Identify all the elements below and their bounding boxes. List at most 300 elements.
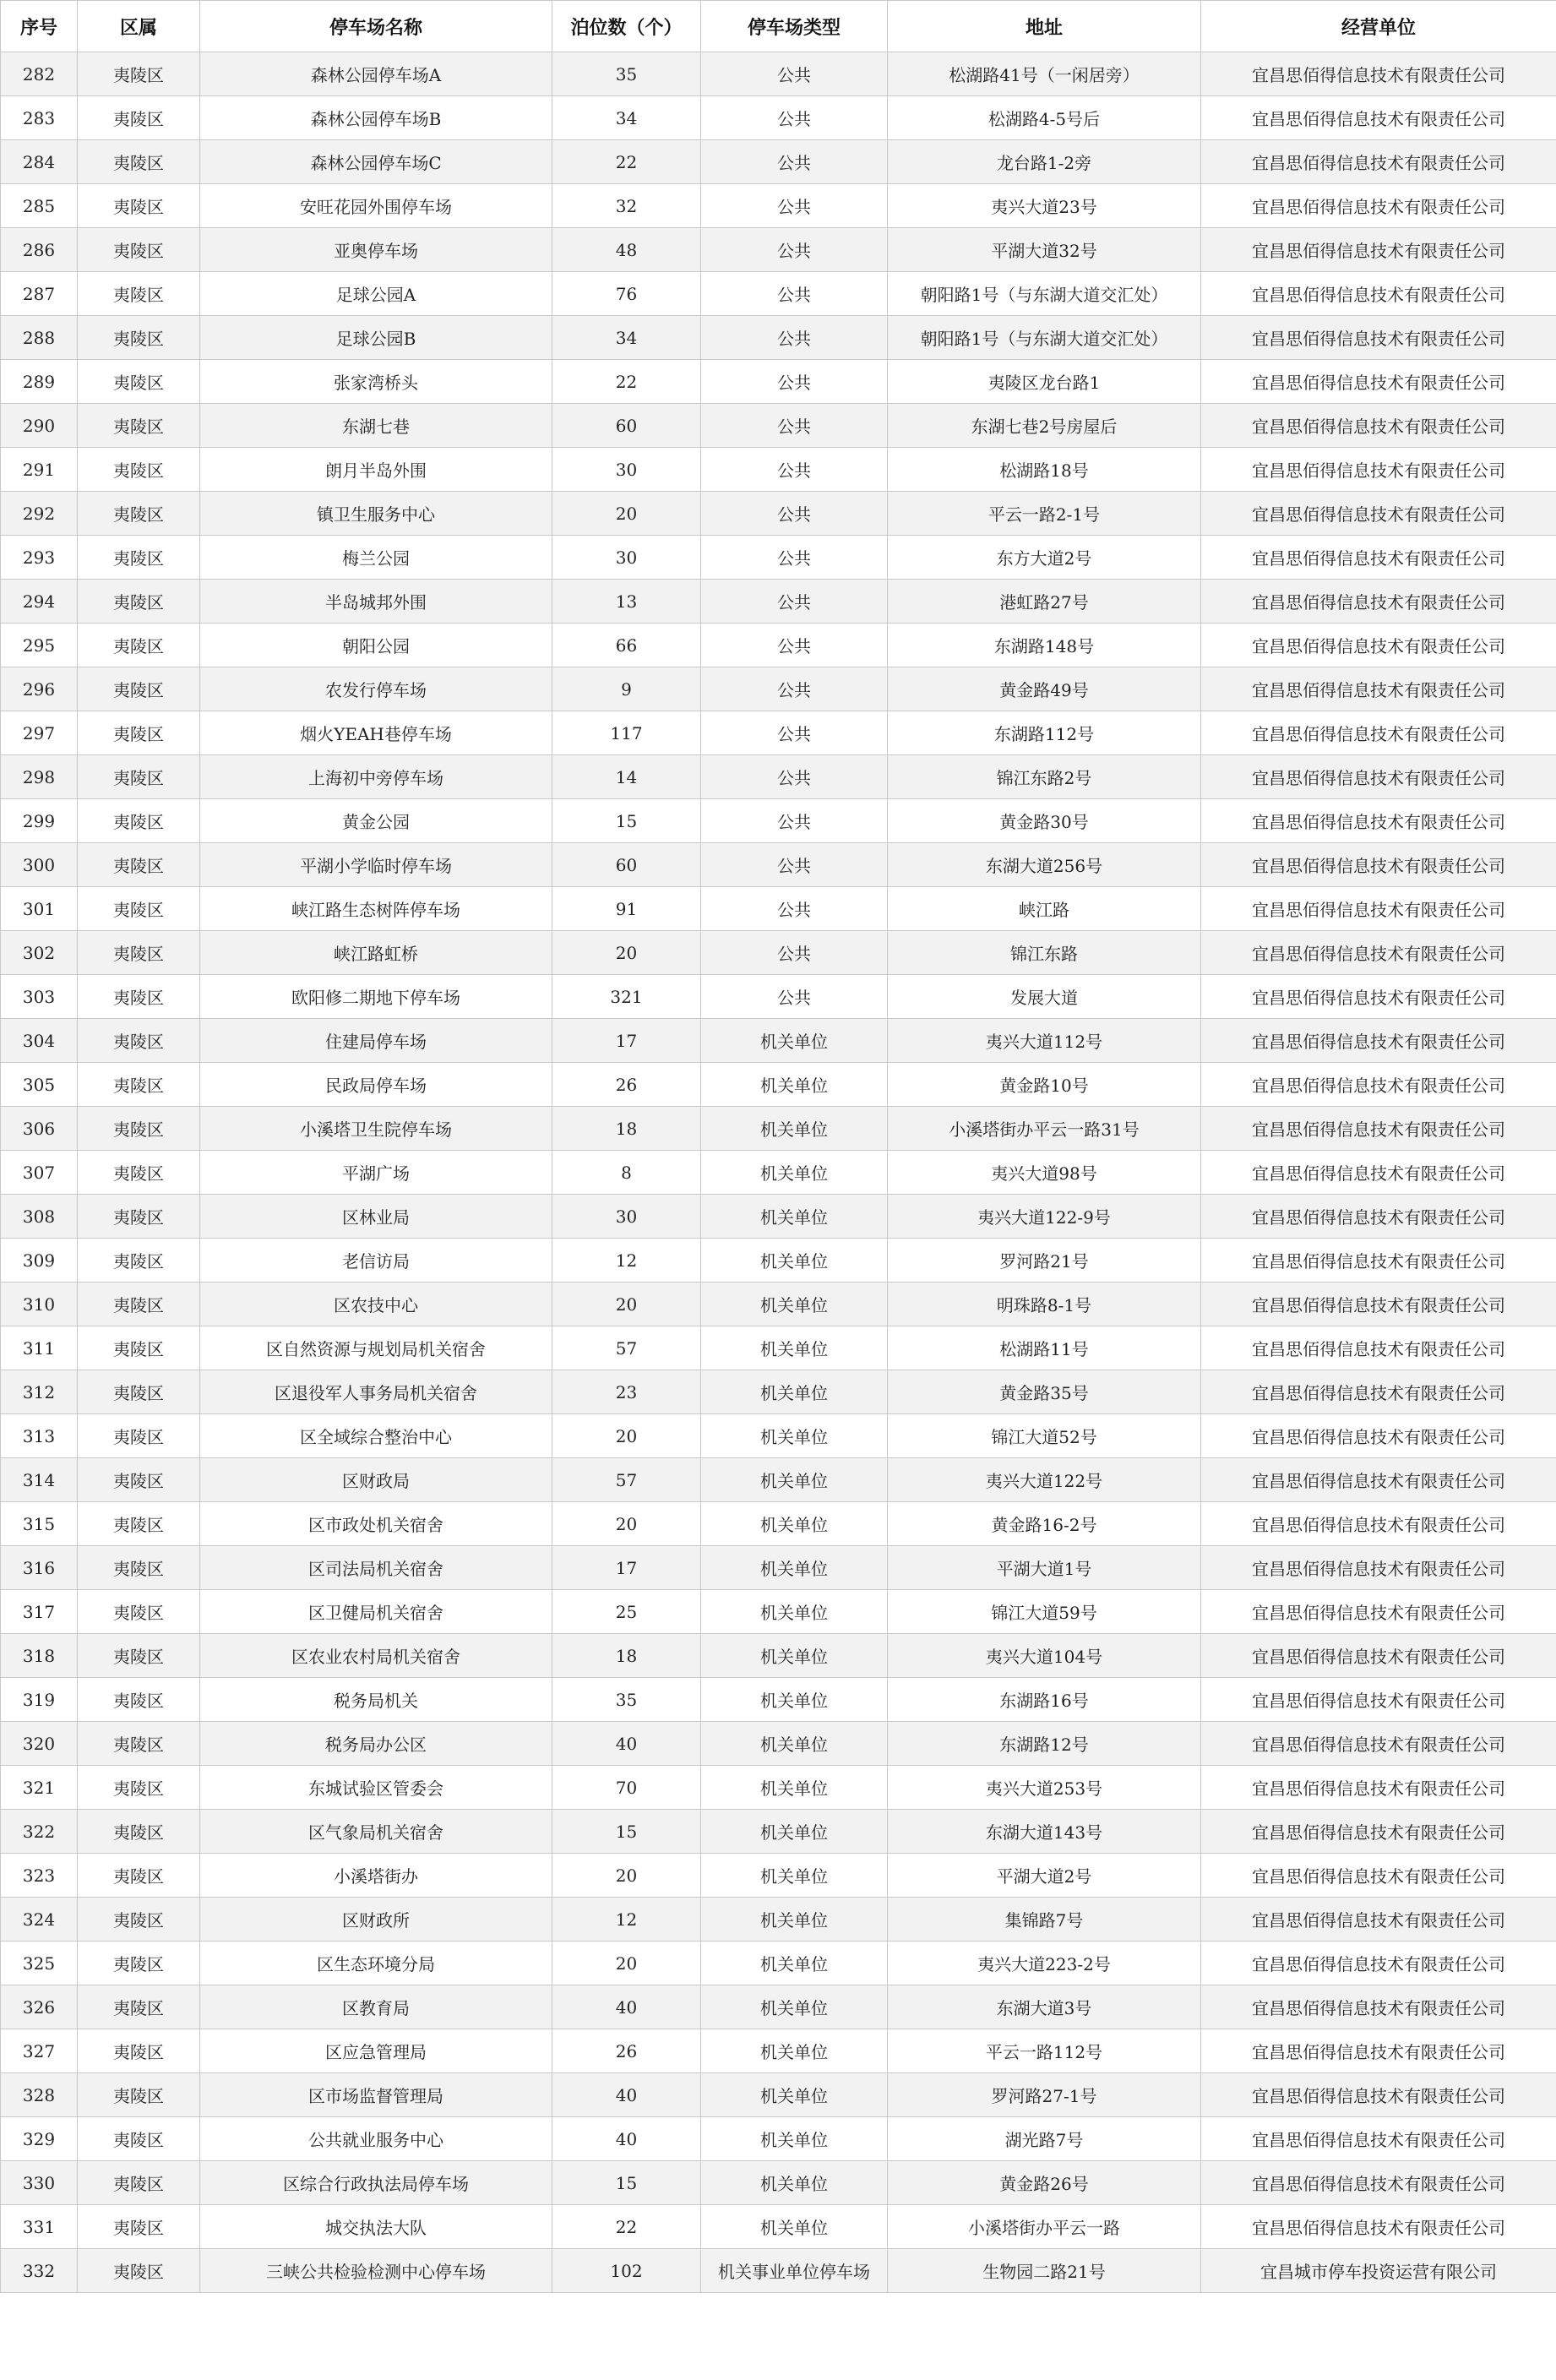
cell-address: 夷兴大道253号 [888, 1766, 1201, 1810]
cell-seq: 306 [1, 1107, 78, 1151]
cell-address: 东湖大道143号 [888, 1810, 1201, 1854]
cell-address: 东湖七巷2号房屋后 [888, 404, 1201, 448]
cell-address: 夷兴大道23号 [888, 184, 1201, 228]
cell-operator: 宜昌思佰得信息技术有限责任公司 [1201, 1239, 1556, 1283]
cell-seq: 292 [1, 492, 78, 536]
cell-spot-count: 26 [552, 2029, 701, 2073]
cell-lot-name: 区司法局机关宿舍 [200, 1546, 552, 1590]
cell-lot-name: 小溪塔卫生院停车场 [200, 1107, 552, 1151]
cell-lot-name: 农发行停车场 [200, 667, 552, 711]
header-spot-count: 泊位数（个） [552, 1, 701, 52]
cell-operator: 宜昌思佰得信息技术有限责任公司 [1201, 2029, 1556, 2073]
cell-district: 夷陵区 [78, 843, 200, 887]
cell-seq: 284 [1, 140, 78, 184]
cell-lot-type: 机关单位 [701, 1854, 888, 1898]
cell-operator: 宜昌思佰得信息技术有限责任公司 [1201, 1502, 1556, 1546]
cell-lot-type: 机关单位 [701, 1151, 888, 1195]
cell-spot-count: 32 [552, 184, 701, 228]
cell-lot-type: 公共 [701, 404, 888, 448]
cell-spot-count: 26 [552, 1063, 701, 1107]
cell-district: 夷陵区 [78, 2249, 200, 2293]
cell-lot-name: 区市场监督管理局 [200, 2073, 552, 2117]
cell-address: 黄金路10号 [888, 1063, 1201, 1107]
cell-spot-count: 60 [552, 404, 701, 448]
cell-lot-type: 机关单位 [701, 1942, 888, 1985]
cell-lot-name: 区林业局 [200, 1195, 552, 1239]
cell-lot-name: 平湖广场 [200, 1151, 552, 1195]
cell-spot-count: 48 [552, 228, 701, 272]
cell-lot-type: 公共 [701, 96, 888, 140]
cell-spot-count: 15 [552, 1810, 701, 1854]
cell-spot-count: 91 [552, 887, 701, 931]
header-address: 地址 [888, 1, 1201, 52]
cell-seq: 309 [1, 1239, 78, 1283]
cell-seq: 305 [1, 1063, 78, 1107]
cell-spot-count: 20 [552, 1942, 701, 1985]
cell-lot-name: 城交执法大队 [200, 2205, 552, 2249]
cell-address: 松湖路41号（一闲居旁） [888, 52, 1201, 96]
cell-district: 夷陵区 [78, 2161, 200, 2205]
cell-lot-type: 机关单位 [701, 1326, 888, 1370]
cell-lot-name: 足球公园A [200, 272, 552, 316]
cell-spot-count: 66 [552, 624, 701, 667]
cell-address: 东湖路12号 [888, 1722, 1201, 1766]
cell-operator: 宜昌思佰得信息技术有限责任公司 [1201, 1326, 1556, 1370]
cell-lot-type: 公共 [701, 843, 888, 887]
table-row [1, 2161, 1556, 2205]
table-row [1, 1502, 1556, 1546]
cell-address: 黄金路30号 [888, 799, 1201, 843]
cell-seq: 314 [1, 1458, 78, 1502]
cell-operator: 宜昌思佰得信息技术有限责任公司 [1201, 228, 1556, 272]
table-row [1, 887, 1556, 931]
cell-operator: 宜昌思佰得信息技术有限责任公司 [1201, 404, 1556, 448]
cell-spot-count: 22 [552, 140, 701, 184]
cell-lot-name: 森林公园停车场A [200, 52, 552, 96]
table-row [1, 2249, 1556, 2293]
cell-spot-count: 9 [552, 667, 701, 711]
cell-operator: 宜昌思佰得信息技术有限责任公司 [1201, 2205, 1556, 2249]
cell-district: 夷陵区 [78, 1634, 200, 1678]
cell-operator: 宜昌思佰得信息技术有限责任公司 [1201, 755, 1556, 799]
cell-lot-type: 机关事业单位停车场 [701, 2249, 888, 2293]
cell-seq: 312 [1, 1370, 78, 1414]
cell-seq: 318 [1, 1634, 78, 1678]
cell-district: 夷陵区 [78, 2205, 200, 2249]
cell-lot-type: 机关单位 [701, 2073, 888, 2117]
cell-spot-count: 22 [552, 360, 701, 404]
cell-district: 夷陵区 [78, 799, 200, 843]
cell-lot-name: 区市政处机关宿舍 [200, 1502, 552, 1546]
cell-district: 夷陵区 [78, 1239, 200, 1283]
cell-spot-count: 35 [552, 1678, 701, 1722]
cell-lot-type: 机关单位 [701, 1283, 888, 1326]
cell-operator: 宜昌城市停车投资运营有限公司 [1201, 2249, 1556, 2293]
cell-address: 夷兴大道122号 [888, 1458, 1201, 1502]
table-row [1, 931, 1556, 975]
cell-district: 夷陵区 [78, 1942, 200, 1985]
cell-district: 夷陵区 [78, 272, 200, 316]
table-row [1, 1810, 1556, 1854]
cell-district: 夷陵区 [78, 536, 200, 580]
cell-seq: 286 [1, 228, 78, 272]
cell-address: 明珠路8-1号 [888, 1283, 1201, 1326]
cell-district: 夷陵区 [78, 1854, 200, 1898]
table-row [1, 2205, 1556, 2249]
cell-lot-name: 森林公园停车场B [200, 96, 552, 140]
cell-operator: 宜昌思佰得信息技术有限责任公司 [1201, 1942, 1556, 1985]
cell-address: 小溪塔街办平云一路 [888, 2205, 1201, 2249]
cell-address: 峡江路 [888, 887, 1201, 931]
cell-lot-type: 机关单位 [701, 1810, 888, 1854]
cell-lot-name: 老信访局 [200, 1239, 552, 1283]
cell-operator: 宜昌思佰得信息技术有限责任公司 [1201, 448, 1556, 492]
cell-district: 夷陵区 [78, 52, 200, 96]
cell-lot-type: 机关单位 [701, 1722, 888, 1766]
cell-spot-count: 102 [552, 2249, 701, 2293]
table-row [1, 624, 1556, 667]
cell-district: 夷陵区 [78, 448, 200, 492]
table-row [1, 1590, 1556, 1634]
table-row [1, 492, 1556, 536]
cell-lot-name: 东湖七巷 [200, 404, 552, 448]
cell-lot-type: 机关单位 [701, 1195, 888, 1239]
cell-lot-type: 公共 [701, 580, 888, 624]
cell-operator: 宜昌思佰得信息技术有限责任公司 [1201, 1370, 1556, 1414]
cell-operator: 宜昌思佰得信息技术有限责任公司 [1201, 360, 1556, 404]
cell-district: 夷陵区 [78, 1063, 200, 1107]
cell-operator: 宜昌思佰得信息技术有限责任公司 [1201, 1063, 1556, 1107]
cell-address: 松湖路4-5号后 [888, 96, 1201, 140]
cell-lot-name: 税务局办公区 [200, 1722, 552, 1766]
cell-lot-type: 机关单位 [701, 1678, 888, 1722]
cell-district: 夷陵区 [78, 1985, 200, 2029]
cell-operator: 宜昌思佰得信息技术有限责任公司 [1201, 1634, 1556, 1678]
cell-spot-count: 34 [552, 316, 701, 360]
table-row [1, 1019, 1556, 1063]
cell-seq: 330 [1, 2161, 78, 2205]
cell-lot-name: 峡江路虹桥 [200, 931, 552, 975]
cell-district: 夷陵区 [78, 580, 200, 624]
cell-spot-count: 76 [552, 272, 701, 316]
cell-operator: 宜昌思佰得信息技术有限责任公司 [1201, 184, 1556, 228]
table-row [1, 1326, 1556, 1370]
cell-address: 东方大道2号 [888, 536, 1201, 580]
cell-seq: 294 [1, 580, 78, 624]
cell-lot-name: 亚奥停车场 [200, 228, 552, 272]
cell-district: 夷陵区 [78, 2029, 200, 2073]
cell-district: 夷陵区 [78, 2117, 200, 2161]
cell-district: 夷陵区 [78, 404, 200, 448]
cell-seq: 288 [1, 316, 78, 360]
cell-district: 夷陵区 [78, 887, 200, 931]
cell-operator: 宜昌思佰得信息技术有限责任公司 [1201, 140, 1556, 184]
cell-lot-type: 公共 [701, 448, 888, 492]
cell-address: 湖光路7号 [888, 2117, 1201, 2161]
cell-district: 夷陵区 [78, 96, 200, 140]
cell-seq: 315 [1, 1502, 78, 1546]
table-row [1, 1854, 1556, 1898]
cell-address: 黄金路26号 [888, 2161, 1201, 2205]
cell-lot-name: 峡江路生态树阵停车场 [200, 887, 552, 931]
cell-lot-name: 区财政所 [200, 1898, 552, 1942]
cell-spot-count: 15 [552, 2161, 701, 2205]
cell-lot-type: 公共 [701, 667, 888, 711]
cell-seq: 326 [1, 1985, 78, 2029]
cell-district: 夷陵区 [78, 360, 200, 404]
cell-operator: 宜昌思佰得信息技术有限责任公司 [1201, 1810, 1556, 1854]
cell-lot-name: 区退役军人事务局机关宿舍 [200, 1370, 552, 1414]
cell-lot-type: 公共 [701, 272, 888, 316]
cell-operator: 宜昌思佰得信息技术有限责任公司 [1201, 1766, 1556, 1810]
cell-spot-count: 25 [552, 1590, 701, 1634]
cell-lot-name: 欧阳修二期地下停车场 [200, 975, 552, 1019]
cell-address: 松湖路18号 [888, 448, 1201, 492]
cell-lot-name: 区生态环境分局 [200, 1942, 552, 1985]
cell-address: 东湖路148号 [888, 624, 1201, 667]
cell-seq: 322 [1, 1810, 78, 1854]
cell-spot-count: 17 [552, 1019, 701, 1063]
cell-lot-type: 机关单位 [701, 1239, 888, 1283]
cell-spot-count: 40 [552, 2117, 701, 2161]
cell-address: 平湖大道1号 [888, 1546, 1201, 1590]
table-row [1, 1151, 1556, 1195]
cell-spot-count: 20 [552, 492, 701, 536]
cell-address: 东湖大道3号 [888, 1985, 1201, 2029]
cell-district: 夷陵区 [78, 492, 200, 536]
table-row [1, 1458, 1556, 1502]
cell-spot-count: 22 [552, 2205, 701, 2249]
cell-spot-count: 14 [552, 755, 701, 799]
cell-seq: 332 [1, 2249, 78, 2293]
cell-lot-type: 公共 [701, 492, 888, 536]
cell-operator: 宜昌思佰得信息技术有限责任公司 [1201, 1590, 1556, 1634]
table-row [1, 448, 1556, 492]
cell-spot-count: 20 [552, 1283, 701, 1326]
cell-lot-type: 公共 [701, 711, 888, 755]
cell-seq: 321 [1, 1766, 78, 1810]
cell-lot-name: 朗月半岛外围 [200, 448, 552, 492]
cell-address: 黄金路35号 [888, 1370, 1201, 1414]
cell-seq: 329 [1, 2117, 78, 2161]
table-row [1, 404, 1556, 448]
cell-address: 朝阳路1号（与东湖大道交汇处） [888, 272, 1201, 316]
cell-operator: 宜昌思佰得信息技术有限责任公司 [1201, 96, 1556, 140]
cell-spot-count: 35 [552, 52, 701, 96]
cell-spot-count: 60 [552, 843, 701, 887]
cell-seq: 323 [1, 1854, 78, 1898]
cell-operator: 宜昌思佰得信息技术有限责任公司 [1201, 1854, 1556, 1898]
cell-district: 夷陵区 [78, 667, 200, 711]
cell-district: 夷陵区 [78, 1414, 200, 1458]
cell-operator: 宜昌思佰得信息技术有限责任公司 [1201, 624, 1556, 667]
cell-spot-count: 17 [552, 1546, 701, 1590]
cell-spot-count: 70 [552, 1766, 701, 1810]
cell-lot-type: 机关单位 [701, 1590, 888, 1634]
cell-seq: 298 [1, 755, 78, 799]
cell-spot-count: 30 [552, 1195, 701, 1239]
cell-address: 平湖大道32号 [888, 228, 1201, 272]
cell-lot-type: 公共 [701, 184, 888, 228]
table-row [1, 1370, 1556, 1414]
cell-lot-name: 区卫健局机关宿舍 [200, 1590, 552, 1634]
cell-spot-count: 23 [552, 1370, 701, 1414]
cell-lot-type: 机关单位 [701, 1766, 888, 1810]
cell-district: 夷陵区 [78, 975, 200, 1019]
cell-operator: 宜昌思佰得信息技术有限责任公司 [1201, 887, 1556, 931]
cell-lot-type: 机关单位 [701, 1414, 888, 1458]
cell-operator: 宜昌思佰得信息技术有限责任公司 [1201, 711, 1556, 755]
cell-operator: 宜昌思佰得信息技术有限责任公司 [1201, 1678, 1556, 1722]
cell-lot-type: 机关单位 [701, 1985, 888, 2029]
cell-lot-type: 公共 [701, 887, 888, 931]
cell-district: 夷陵区 [78, 1458, 200, 1502]
cell-seq: 308 [1, 1195, 78, 1239]
table-row [1, 360, 1556, 404]
cell-seq: 282 [1, 52, 78, 96]
cell-seq: 295 [1, 624, 78, 667]
cell-spot-count: 12 [552, 1239, 701, 1283]
table-row [1, 975, 1556, 1019]
cell-lot-name: 烟火YEAH巷停车场 [200, 711, 552, 755]
table-row [1, 1107, 1556, 1151]
cell-seq: 283 [1, 96, 78, 140]
cell-lot-type: 公共 [701, 140, 888, 184]
cell-address: 发展大道 [888, 975, 1201, 1019]
cell-district: 夷陵区 [78, 1590, 200, 1634]
cell-spot-count: 20 [552, 931, 701, 975]
cell-lot-name: 公共就业服务中心 [200, 2117, 552, 2161]
cell-operator: 宜昌思佰得信息技术有限责任公司 [1201, 1985, 1556, 2029]
cell-seq: 316 [1, 1546, 78, 1590]
cell-lot-name: 小溪塔街办 [200, 1854, 552, 1898]
cell-seq: 290 [1, 404, 78, 448]
cell-seq: 285 [1, 184, 78, 228]
cell-spot-count: 30 [552, 448, 701, 492]
cell-seq: 331 [1, 2205, 78, 2249]
cell-seq: 302 [1, 931, 78, 975]
cell-lot-name: 区自然资源与规划局机关宿舍 [200, 1326, 552, 1370]
cell-lot-type: 机关单位 [701, 2029, 888, 2073]
cell-lot-type: 公共 [701, 536, 888, 580]
table-row [1, 799, 1556, 843]
cell-address: 黄金路49号 [888, 667, 1201, 711]
cell-operator: 宜昌思佰得信息技术有限责任公司 [1201, 1458, 1556, 1502]
cell-spot-count: 20 [552, 1414, 701, 1458]
cell-spot-count: 57 [552, 1326, 701, 1370]
cell-operator: 宜昌思佰得信息技术有限责任公司 [1201, 492, 1556, 536]
table-row [1, 1942, 1556, 1985]
cell-lot-name: 黄金公园 [200, 799, 552, 843]
cell-address: 松湖路11号 [888, 1326, 1201, 1370]
table-row [1, 2117, 1556, 2161]
table-row [1, 2029, 1556, 2073]
cell-lot-name: 区气象局机关宿舍 [200, 1810, 552, 1854]
cell-seq: 300 [1, 843, 78, 887]
cell-address: 夷兴大道112号 [888, 1019, 1201, 1063]
cell-address: 小溪塔街办平云一路31号 [888, 1107, 1201, 1151]
cell-spot-count: 117 [552, 711, 701, 755]
cell-operator: 宜昌思佰得信息技术有限责任公司 [1201, 1151, 1556, 1195]
table-row [1, 1678, 1556, 1722]
table-row [1, 316, 1556, 360]
cell-lot-type: 机关单位 [701, 2205, 888, 2249]
cell-seq: 291 [1, 448, 78, 492]
cell-address: 平湖大道2号 [888, 1854, 1201, 1898]
cell-address: 夷兴大道98号 [888, 1151, 1201, 1195]
cell-spot-count: 18 [552, 1634, 701, 1678]
cell-seq: 310 [1, 1283, 78, 1326]
cell-seq: 327 [1, 2029, 78, 2073]
cell-district: 夷陵区 [78, 140, 200, 184]
cell-lot-type: 机关单位 [701, 1634, 888, 1678]
table-header [1, 1, 1556, 52]
cell-spot-count: 20 [552, 1502, 701, 1546]
cell-seq: 320 [1, 1722, 78, 1766]
cell-operator: 宜昌思佰得信息技术有限责任公司 [1201, 843, 1556, 887]
cell-spot-count: 8 [552, 1151, 701, 1195]
cell-operator: 宜昌思佰得信息技术有限责任公司 [1201, 1195, 1556, 1239]
cell-lot-type: 机关单位 [701, 1502, 888, 1546]
header-lot-type: 停车场类型 [701, 1, 888, 52]
cell-district: 夷陵区 [78, 184, 200, 228]
cell-district: 夷陵区 [78, 316, 200, 360]
cell-lot-name: 三峡公共检验检测中心停车场 [200, 2249, 552, 2293]
cell-address: 集锦路7号 [888, 1898, 1201, 1942]
cell-district: 夷陵区 [78, 1810, 200, 1854]
cell-seq: 289 [1, 360, 78, 404]
cell-spot-count: 40 [552, 1722, 701, 1766]
table-row [1, 184, 1556, 228]
cell-operator: 宜昌思佰得信息技术有限责任公司 [1201, 2117, 1556, 2161]
cell-lot-name: 足球公园B [200, 316, 552, 360]
cell-seq: 325 [1, 1942, 78, 1985]
cell-lot-type: 公共 [701, 624, 888, 667]
cell-lot-name: 半岛城邦外围 [200, 580, 552, 624]
cell-lot-name: 安旺花园外围停车场 [200, 184, 552, 228]
cell-district: 夷陵区 [78, 2073, 200, 2117]
cell-lot-type: 机关单位 [701, 1019, 888, 1063]
cell-spot-count: 30 [552, 536, 701, 580]
cell-operator: 宜昌思佰得信息技术有限责任公司 [1201, 272, 1556, 316]
cell-operator: 宜昌思佰得信息技术有限责任公司 [1201, 2073, 1556, 2117]
cell-lot-name: 森林公园停车场C [200, 140, 552, 184]
cell-district: 夷陵区 [78, 1326, 200, 1370]
cell-address: 东湖路112号 [888, 711, 1201, 755]
cell-lot-type: 公共 [701, 360, 888, 404]
cell-seq: 299 [1, 799, 78, 843]
cell-address: 罗河路21号 [888, 1239, 1201, 1283]
cell-district: 夷陵区 [78, 1766, 200, 1810]
cell-address: 黄金路16-2号 [888, 1502, 1201, 1546]
table-row [1, 843, 1556, 887]
cell-district: 夷陵区 [78, 1898, 200, 1942]
table-row [1, 2073, 1556, 2117]
cell-address: 夷兴大道223-2号 [888, 1942, 1201, 1985]
cell-district: 夷陵区 [78, 1502, 200, 1546]
cell-lot-name: 梅兰公园 [200, 536, 552, 580]
cell-seq: 324 [1, 1898, 78, 1942]
cell-lot-name: 区农业农村局机关宿舍 [200, 1634, 552, 1678]
cell-operator: 宜昌思佰得信息技术有限责任公司 [1201, 2161, 1556, 2205]
table-row [1, 1634, 1556, 1678]
cell-lot-name: 上海初中旁停车场 [200, 755, 552, 799]
cell-seq: 328 [1, 2073, 78, 2117]
cell-address: 龙台路1-2旁 [888, 140, 1201, 184]
table-body [1, 52, 1556, 2293]
cell-district: 夷陵区 [78, 1283, 200, 1326]
cell-lot-type: 公共 [701, 799, 888, 843]
